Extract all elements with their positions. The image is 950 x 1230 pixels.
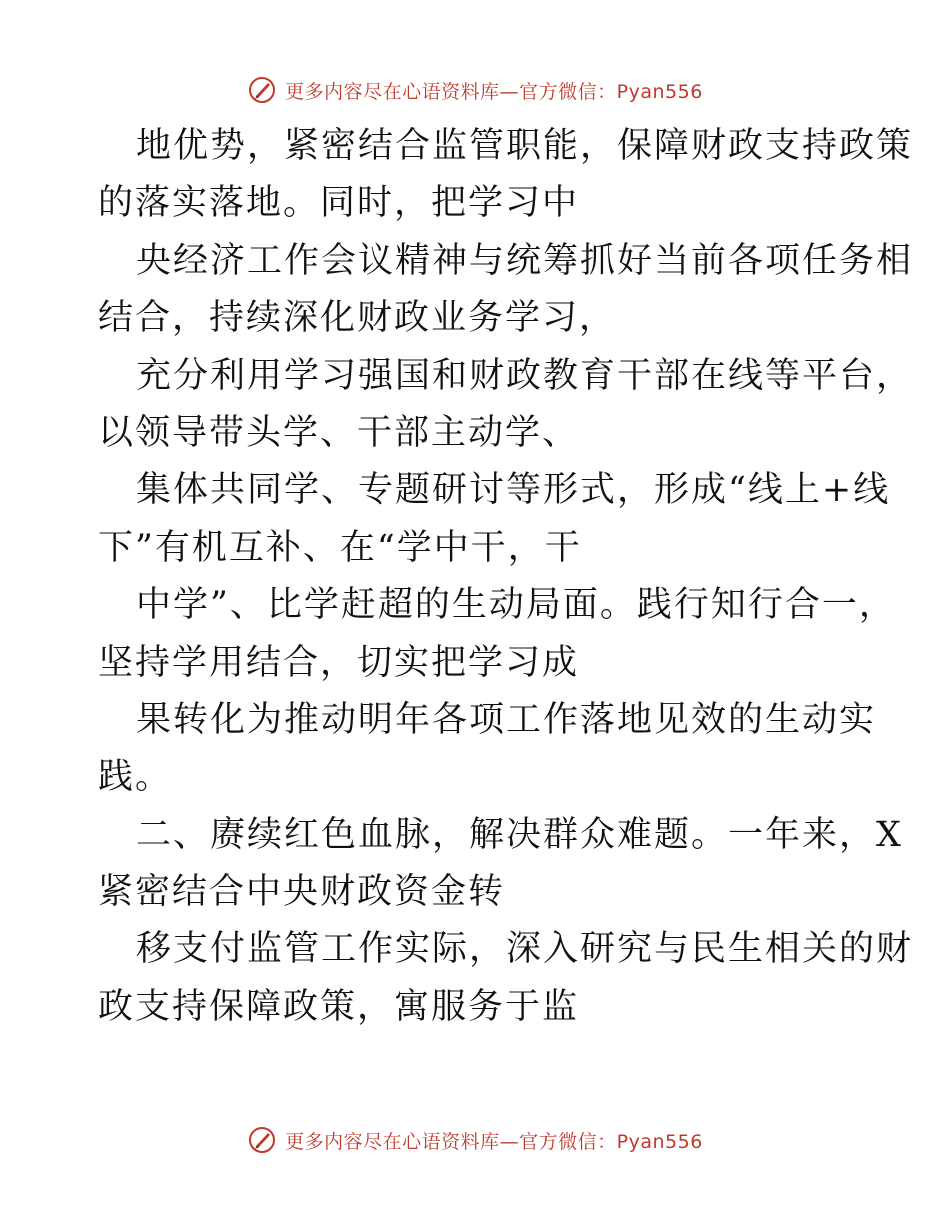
text-line: 充分利用学习强国和财政教育干部在线等平台， xyxy=(136,355,914,396)
text-line: 践。 xyxy=(98,757,173,798)
text-line: 政支持保障政策，寓服务于监 xyxy=(98,986,580,1027)
text-line: 的落实落地。同时，把学习中 xyxy=(98,183,580,224)
footer-watermark xyxy=(0,1120,950,1160)
text-line: 移支付监管工作实际，深入研究与民生相关的财 xyxy=(136,929,914,970)
text-line: 地优势，紧密结合监管职能，保障财政支持政策 xyxy=(136,126,914,166)
text-line: 下”有机互补、在“学中干，干 xyxy=(98,527,582,568)
text-line: 紧密结合中央财政资金转 xyxy=(98,872,506,913)
header-watermark-text: 更多内容尽在心语资料库—官方微信：Pyan556 xyxy=(285,80,703,103)
footer-watermark-text: 更多内容尽在心语资料库—官方微信：Pyan556 xyxy=(285,1130,703,1153)
header-watermark xyxy=(0,70,950,110)
quill-pen-logo-icon xyxy=(247,75,277,105)
text-line: 央经济工作会议精神与统筹抓好当前各项任务相 xyxy=(136,240,914,281)
quill-pen-logo-icon xyxy=(247,1125,277,1155)
text-line: 坚持学用结合，切实把学习成 xyxy=(98,642,580,683)
text-line: 结合，持续深化财政业务学习， xyxy=(98,298,617,339)
text-line: 集体共同学、专题研讨等形式，形成“线上+线 xyxy=(136,470,891,511)
text-line: 果转化为推动明年各项工作落地见效的生动实 xyxy=(136,699,877,740)
text-line: 二、赓续红色血脉，解决群众难题。一年来，X xyxy=(136,814,903,855)
document-body xyxy=(98,118,914,1036)
text-line: 以领导带头学、干部主动学、 xyxy=(98,412,580,453)
text-line: 中学”、比学赶超的生动局面。践行知行合一， xyxy=(136,585,896,626)
